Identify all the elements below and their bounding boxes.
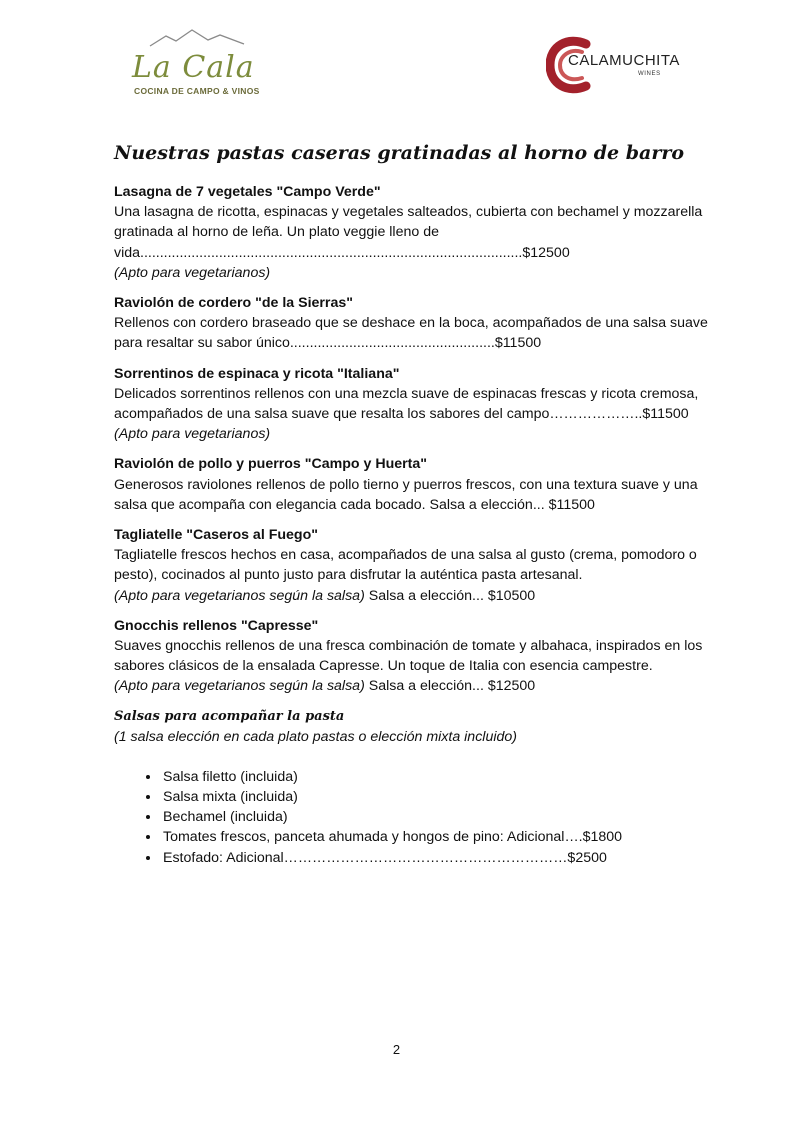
sauce-item: • Salsa mixta (incluida): [161, 787, 726, 807]
dish-item: [114, 454, 726, 515]
page-number: 2: [392, 1042, 401, 1057]
dish-name: Raviolón de cordero "de la Sierras": [114, 295, 353, 312]
dish-item: [114, 616, 726, 697]
mountains-icon: [148, 28, 248, 52]
dish-name: Lasagna de 7 vegetales "Campo Verde": [114, 184, 381, 200]
menu-content: [114, 142, 726, 868]
section-title: Nuestras pastas caseras gratinadas al horno de barro: [114, 142, 685, 164]
dish-note: (Apto para vegetarianos): [114, 264, 271, 281]
dish-note: (Apto para vegetarianos según la salsa): [114, 678, 365, 695]
dish-price-line: [114, 586, 726, 606]
calamuchita-logo: [546, 36, 681, 94]
sauces-list: [114, 767, 726, 868]
sauce-item: • Bechamel (incluida): [161, 807, 726, 827]
dish-item: [114, 364, 726, 445]
dish-price: Salsa a elección... $12500: [364, 678, 536, 695]
sauce-item: • Salsa filetto (incluida): [161, 767, 726, 787]
dish-description: Delicados sorrentinos rellenos con una mezcla suave de espinacas frescas y ricota cremosa, acompañados de una salsa suave que resalta los sabores del campo………………..$11500: [114, 385, 699, 423]
dish-item: [114, 525, 726, 606]
sauce-item: • Estofado: Adicional……………………………………………………$2500: [161, 848, 726, 868]
page-header: [0, 0, 793, 110]
dish-note: (Apto para vegetarianos): [114, 426, 271, 443]
dish-description: Suaves gnocchis rellenos de una fresca combinación de tomate y albahaca, inspirados en los sabores clásicos de la ensalada Capresse. Un toque de Italia con esencia campestre.: [114, 638, 703, 675]
calamuchita-tagline: WINES: [638, 71, 661, 77]
dish-item: [114, 182, 726, 283]
sauce-item: • Tomates frescos, panceta ahumada y hongos de pino: Adicional….$1800: [161, 827, 726, 847]
dish-description: Rellenos con cordero braseado que se deshace en la boca, acompañados de una salsa suave para resaltar su sabor único....................................................$11500: [114, 315, 708, 352]
la-cala-subtitle: COCINA DE CAMPO & VINOS: [134, 86, 260, 96]
dish-description: Tagliatelle frescos hechos en casa, acompañados de una salsa al gusto (crema, pomodoro o pesto), cocinados al punto justo para disfrutar la auténtica pasta artesanal.: [114, 547, 697, 584]
dish-note: (Apto para vegetarianos según la salsa): [114, 587, 365, 604]
sauces-note: (1 salsa elección en cada plato pastas o elección mixta incluido): [114, 728, 517, 745]
dish-name: Sorrentinos de espinaca y ricota "Italiana": [114, 365, 400, 382]
dish-name: Gnocchis rellenos "Capresse": [114, 617, 319, 634]
dish-description: Generosos raviolones rellenos de pollo tierno y puerros frescos, con una textura suave y una salsa que acompaña con elegancia cada bocado. Salsa a elección... $11500: [114, 476, 698, 513]
la-cala-title: La Cala: [132, 50, 255, 85]
dish-name: Tagliatelle "Caseros al Fuego": [114, 527, 318, 544]
dish-name: Raviolón de pollo y puerros "Campo y Huerta": [114, 456, 428, 473]
la-cala-logo: [128, 28, 260, 96]
calamuchita-name: CALAMUCHITA: [568, 52, 680, 69]
sauces-title: Salsas para acompañar la pasta: [114, 708, 345, 724]
dish-item: [114, 293, 726, 354]
dish-price: Salsa a elección... $10500: [364, 587, 536, 604]
dish-price-line: [114, 676, 726, 696]
dish-description: Una lasagna de ricotta, espinacas y vegetales salteados, cubierta con bechamel y mozzarella gratinada al horno de leña. Un plato veggie lleno de vida.................................................................................................$12500: [114, 204, 703, 261]
